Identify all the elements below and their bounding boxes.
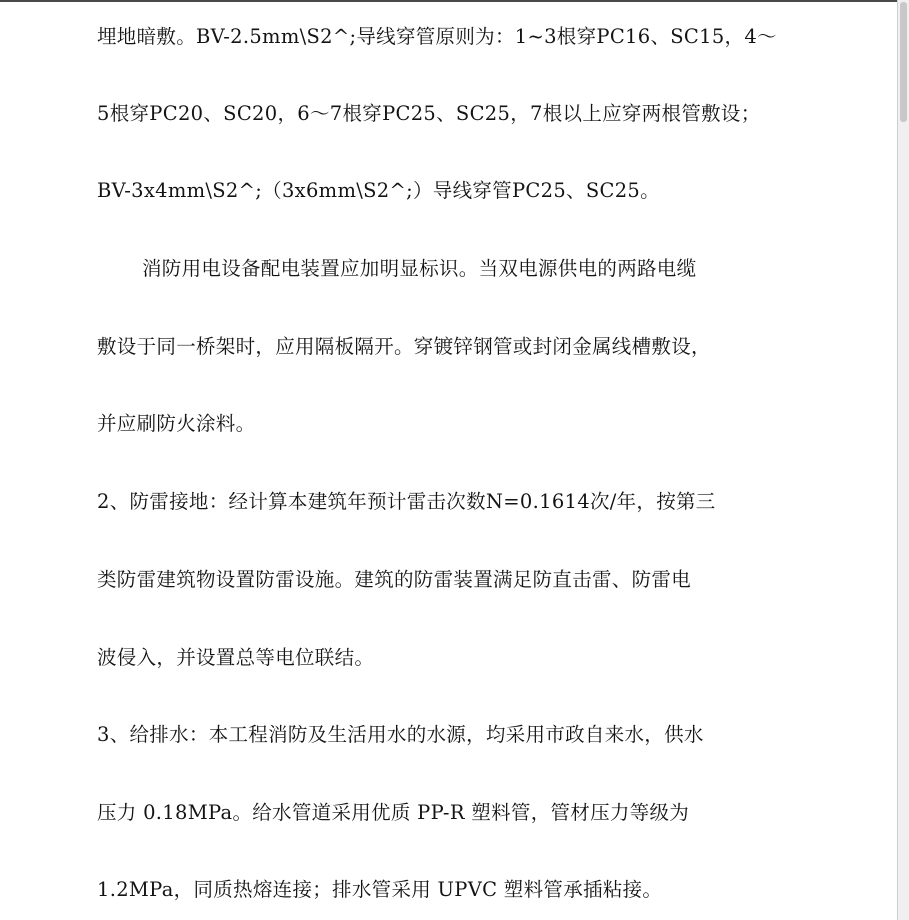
scrollbar-thumb[interactable] bbox=[900, 2, 907, 122]
text-line-6: 并应刷防火涂料。 bbox=[97, 412, 256, 435]
text-line-10: 3、给排水：本工程消防及生活用水的水源，均采用市政自来水，供水 bbox=[97, 723, 704, 746]
text-line-4: 消防用电设备配电装置应加明显标识。当双电源供电的两路电缆 bbox=[142, 257, 697, 280]
text-line-12: 1.2MPa，同质热熔连接；排水管采用 UPVC 塑料管承插粘接。 bbox=[97, 878, 663, 901]
text-line-9: 波侵入，并设置总等电位联结。 bbox=[97, 646, 375, 669]
text-line-2: 5根穿PC20、SC20，6～7根穿PC25、SC25，7根以上应穿两根管敷设； bbox=[97, 102, 761, 125]
text-line-11: 压力 0.18MPa。给水管道采用优质 PP-R 塑料管，管材压力等级为 bbox=[97, 801, 690, 824]
text-line-7: 2、防雷接地：经计算本建筑年预计雷击次数N=0.1614次/年，按第三 bbox=[97, 490, 716, 513]
text-line-1: 埋地暗敷。BV-2.5mm\S2^;导线穿管原则为：1~3根穿PC16、SC15，4～ bbox=[97, 25, 777, 48]
text-line-8: 类防雷建筑物设置防雷设施。建筑的防雷装置满足防直击雷、防雷电 bbox=[97, 568, 692, 591]
vertical-scrollbar[interactable] bbox=[897, 0, 909, 920]
text-line-5: 敷设于同一桥架时，应用隔板隔开。穿镀锌钢管或封闭金属线槽敷设， bbox=[97, 335, 711, 358]
text-line-3: BV-3x4mm\S2^;（3x6mm\S2^;）导线穿管PC25、SC25。 bbox=[97, 179, 660, 202]
